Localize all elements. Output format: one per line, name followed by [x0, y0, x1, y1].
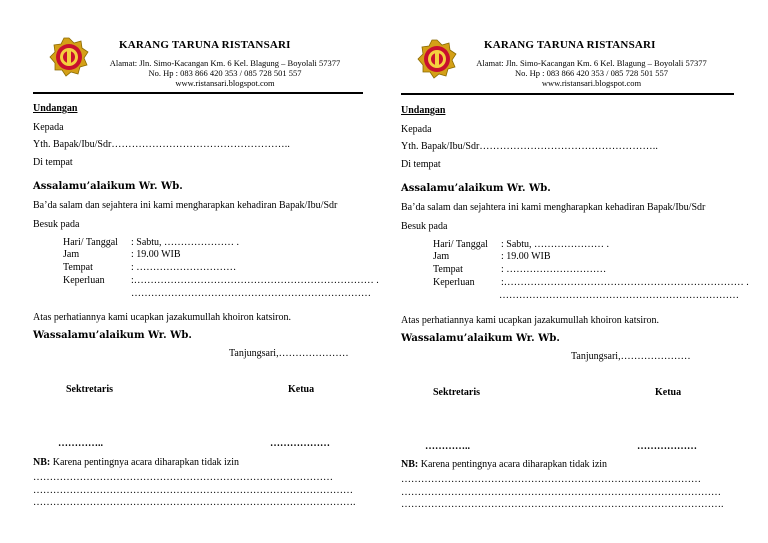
- nb-label: NB:: [401, 459, 419, 470]
- hari-label: Hari/ Tanggal: [433, 239, 488, 250]
- tempat-value: : …………………………: [131, 262, 237, 273]
- invitation-sheet-right: [384, 0, 768, 543]
- recipient-label: Yth. Bapak/Ibu/Sdr: [33, 139, 112, 150]
- detail-row-jam: [433, 251, 551, 262]
- jam-label: Jam: [433, 251, 450, 262]
- nb-blank-line: …………………………………………………………………………………….: [401, 499, 724, 510]
- place-date: Tanjungsari,…………………: [571, 351, 691, 362]
- invitation-heading: Undangan: [401, 105, 446, 116]
- address-block: [100, 58, 350, 88]
- ketua-signature-blank: ………………: [270, 438, 330, 449]
- hari-value: : Sabtu, ………………… .: [501, 239, 610, 250]
- detail-row-keperluan: [433, 277, 749, 288]
- kepada-label: Kepada: [33, 122, 64, 133]
- wassalam-closing: Wassalamu’alaikum Wr. Wb.: [33, 330, 192, 341]
- nb-text: Karena pentingnya acara diharapkan tidak izin: [418, 459, 608, 470]
- keperluan-continuation: ………………………………………………………………: [131, 288, 371, 299]
- body-text: Ba’da salam dan sejahtera ini kami mengharapkan kehadiran Bapak/Ibu/Sdr: [33, 200, 338, 211]
- address-line: Alamat: Jln. Simo-Kacangan Km. 6 Kel. Blagung – Boyolali 57377: [476, 58, 707, 68]
- keperluan-continuation: ………………………………………………………………: [499, 290, 739, 301]
- website-line: www.ristansari.blogspot.com: [175, 78, 275, 88]
- wassalam-closing: Wassalamu’alaikum Wr. Wb.: [401, 333, 560, 344]
- sekretaris-signature-blank: …………..: [425, 441, 470, 452]
- hari-label: Hari/ Tanggal: [63, 237, 118, 248]
- closing-text: Atas perhatiannya kami ucapkan jazakumullah khoiron katsiron.: [401, 315, 659, 326]
- nb-note: [33, 457, 239, 468]
- nb-text: Karena pentingnya acara diharapkan tidak izin: [50, 457, 240, 468]
- recipient-line: [401, 141, 658, 152]
- recipient-blank: ……………………………………………..: [479, 141, 659, 152]
- detail-row-hari: [433, 239, 609, 250]
- jam-value: : 19.00 WIB: [501, 251, 551, 262]
- phone-line: No. Hp : 083 866 420 353 / 085 728 501 557: [515, 68, 668, 78]
- detail-row-keperluan: [63, 275, 379, 286]
- sekretaris-title: Sektretaris: [433, 387, 481, 398]
- recipient-line: [33, 139, 290, 150]
- hari-value: : Sabtu, ………………… .: [131, 237, 240, 248]
- body-text: Ba’da salam dan sejahtera ini kami mengharapkan kehadiran Bapak/Ibu/Sdr: [401, 202, 706, 213]
- nb-blank-line: ………………………………………………………………………………: [401, 474, 701, 485]
- detail-row-jam: [63, 249, 181, 260]
- sekretaris-signature-blank: …………..: [58, 438, 103, 449]
- org-name: KARANG TARUNA RISTANSARI: [484, 39, 656, 51]
- ketua-title: Ketua: [288, 384, 315, 395]
- keperluan-label: Keperluan: [63, 275, 105, 286]
- website-line: www.ristansari.blogspot.com: [541, 78, 642, 88]
- nb-blank-line: …………………………………………………………………………………….: [33, 497, 356, 508]
- besuk-label: Besuk pada: [33, 219, 80, 230]
- nb-note: [401, 459, 607, 470]
- sekretaris-title: Sektretaris: [66, 384, 114, 395]
- org-name: KARANG TARUNA RISTANSARI: [119, 39, 291, 51]
- salam-greeting: Assalamu’alaikum Wr. Wb.: [401, 183, 551, 194]
- header-divider: [401, 93, 734, 95]
- nb-blank-line: ……………………………………………………………………………………: [401, 487, 721, 498]
- phone-line: No. Hp : 083 866 420 353 / 085 728 501 557: [148, 68, 302, 78]
- detail-row-tempat: [433, 264, 606, 275]
- address-block: [464, 58, 719, 88]
- address-line: Alamat: Jln. Simo-Kacangan Km. 6 Kel. Blagung – Boyolali 57377: [109, 58, 341, 68]
- salam-greeting: Assalamu’alaikum Wr. Wb.: [33, 181, 183, 192]
- invitation-heading: Undangan: [33, 103, 78, 114]
- detail-row-hari: [63, 237, 239, 248]
- place-date: Tanjungsari,…………………: [229, 348, 349, 359]
- keperluan-label: Keperluan: [433, 277, 475, 288]
- detail-row-tempat: [63, 262, 236, 273]
- karang-taruna-logo-icon: [49, 37, 89, 77]
- ketua-signature-blank: ………………: [637, 441, 697, 452]
- keperluan-value: :……………………………………………………………… .: [131, 275, 379, 286]
- karang-taruna-logo-icon: [417, 39, 457, 79]
- nb-blank-line: ………………………………………………………………………………: [33, 472, 333, 483]
- recipient-blank: ……………………………………………..: [111, 139, 291, 150]
- jam-label: Jam: [63, 249, 80, 260]
- nb-label: NB:: [33, 457, 51, 468]
- closing-text: Atas perhatiannya kami ucapkan jazakumullah khoiron katsiron.: [33, 312, 291, 323]
- tempat-label: Tempat: [63, 262, 93, 273]
- kepada-label: Kepada: [401, 124, 432, 135]
- header-divider: [33, 92, 363, 94]
- recipient-label: Yth. Bapak/Ibu/Sdr: [401, 141, 480, 152]
- jam-value: : 19.00 WIB: [131, 249, 181, 260]
- di-tempat-label: Di tempat: [401, 159, 441, 170]
- tempat-value: : …………………………: [501, 264, 607, 275]
- di-tempat-label: Di tempat: [33, 157, 73, 168]
- keperluan-value: :……………………………………………………………… .: [501, 277, 749, 288]
- nb-blank-line: ……………………………………………………………………………………: [33, 485, 353, 496]
- tempat-label: Tempat: [433, 264, 463, 275]
- ketua-title: Ketua: [655, 387, 682, 398]
- besuk-label: Besuk pada: [401, 221, 448, 232]
